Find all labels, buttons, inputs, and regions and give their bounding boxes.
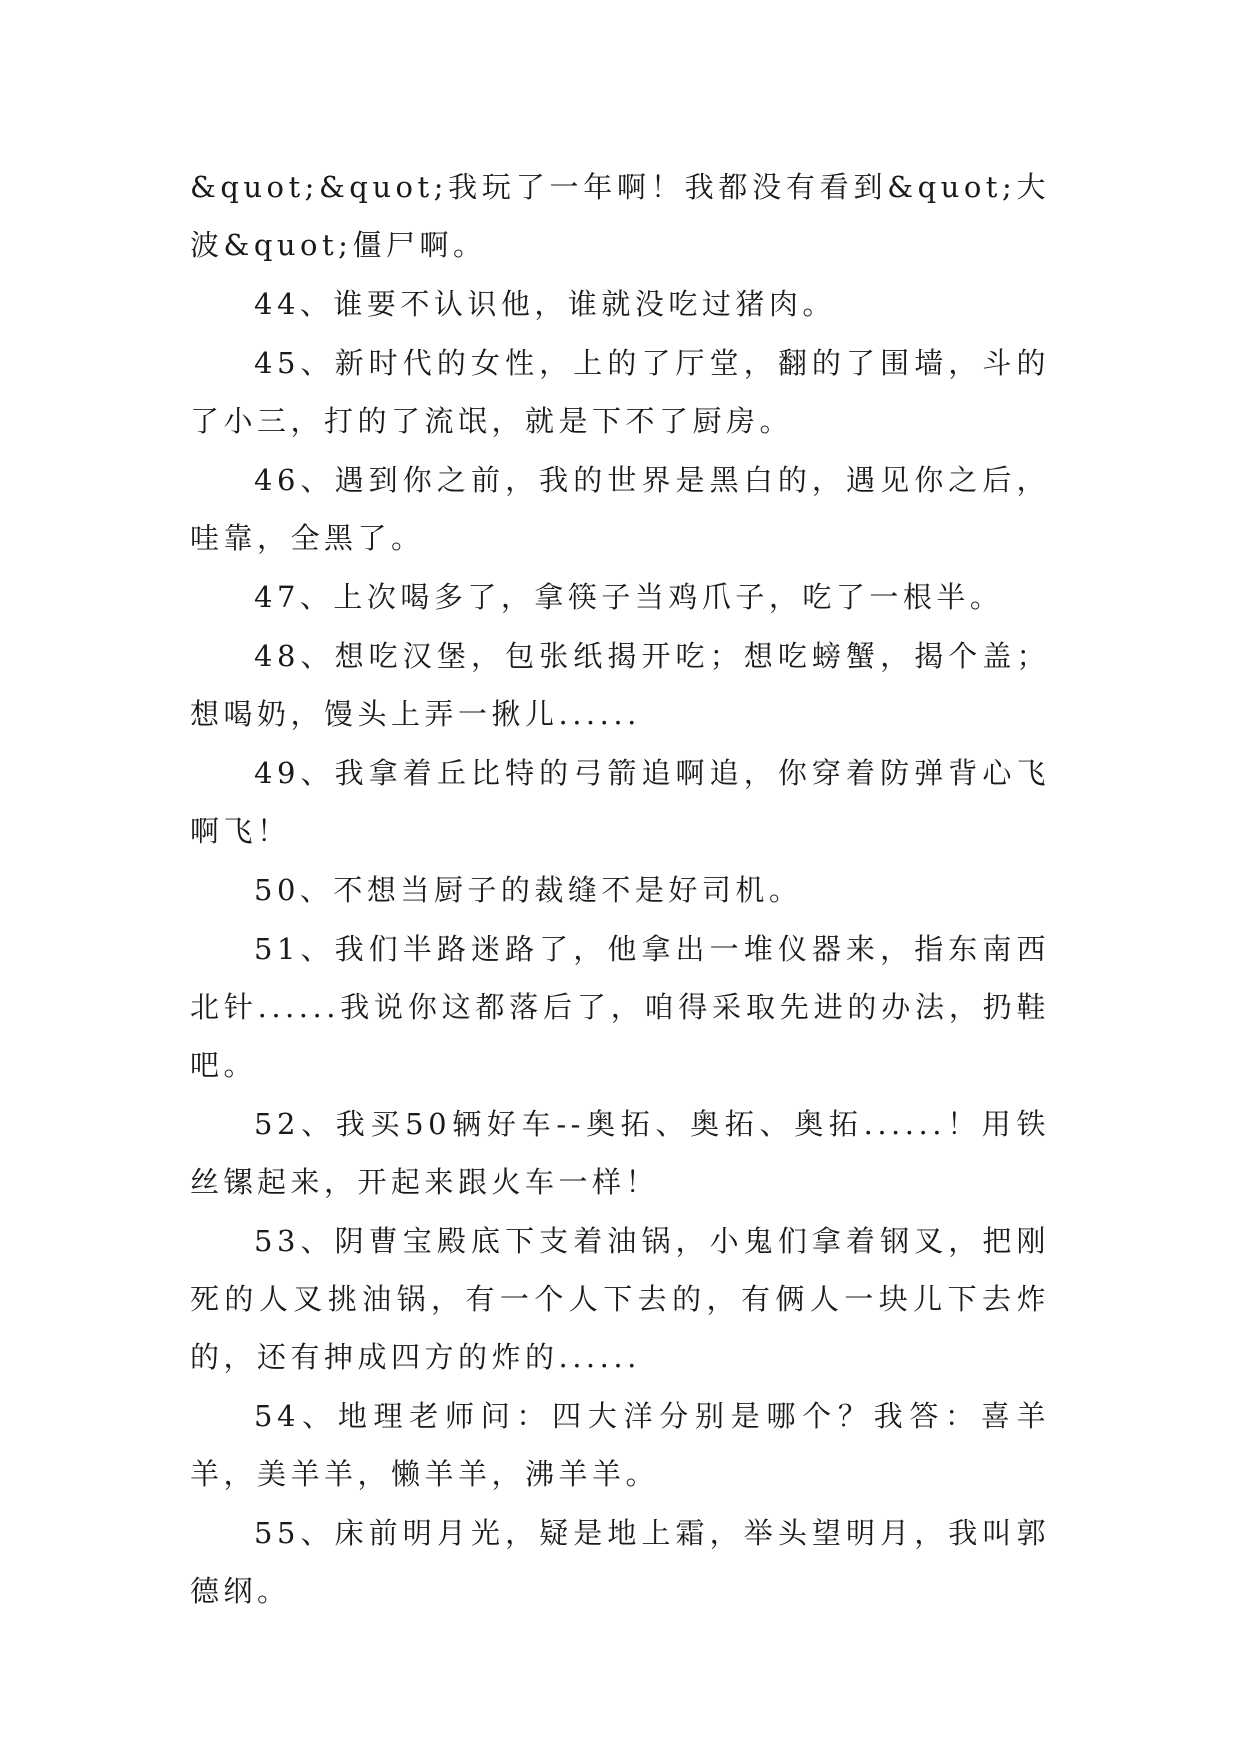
paragraph-51: 51、我们半路迷路了，他拿出一堆仪器来，指东南西北针......我说你这都落后了，咱得采取先进的办法，扔鞋吧。 bbox=[190, 932, 1050, 1082]
paragraph-44: 44、谁要不认识他，谁就没吃过猪肉。 bbox=[254, 287, 836, 321]
paragraph-54: 54、地理老师问：四大洋分别是哪个？我答：喜羊羊，美羊羊，懒羊羊，沸羊羊。 bbox=[190, 1399, 1050, 1491]
document-body bbox=[190, 158, 1050, 1621]
paragraph-53: 53、阴曹宝殿底下支着油锅，小鬼们拿着钢叉，把刚死的人叉挑油锅，有一个人下去的，有俩人一块儿下去炸的，还有抻成四方的炸的...... bbox=[190, 1224, 1050, 1374]
paragraph-48: 48、想吃汉堡，包张纸揭开吃；想吃螃蟹，揭个盖；想喝奶，馒头上弄一揪儿...... bbox=[190, 639, 1050, 731]
paragraph-55: 55、床前明月光，疑是地上霜，举头望明月，我叫郭德纲。 bbox=[190, 1516, 1050, 1608]
paragraph-52: 52、我买50辆好车--奥拓、奥拓、奥拓......！用铁丝镙起来，开起来跟火车一样！ bbox=[190, 1107, 1050, 1199]
paragraph-46: 46、遇到你之前，我的世界是黑白的，遇见你之后，哇靠，全黑了。 bbox=[190, 463, 1050, 555]
paragraph-50: 50、不想当厨子的裁缝不是好司机。 bbox=[254, 873, 803, 907]
paragraph-49: 49、我拿着丘比特的弓箭追啊追，你穿着防弹背心飞啊飞！ bbox=[190, 756, 1050, 848]
paragraph-45: 45、新时代的女性，上的了厅堂，翻的了围墙，斗的了小三，打的了流氓，就是下不了厨房。 bbox=[190, 346, 1050, 438]
paragraph-47: 47、上次喝多了，拿筷子当鸡爪子，吃了一根半。 bbox=[254, 580, 1004, 614]
paragraph-continuation: &quot;&quot;我玩了一年啊！我都没有看到&quot;大波&quot;僵尸啊。 bbox=[190, 170, 1050, 262]
